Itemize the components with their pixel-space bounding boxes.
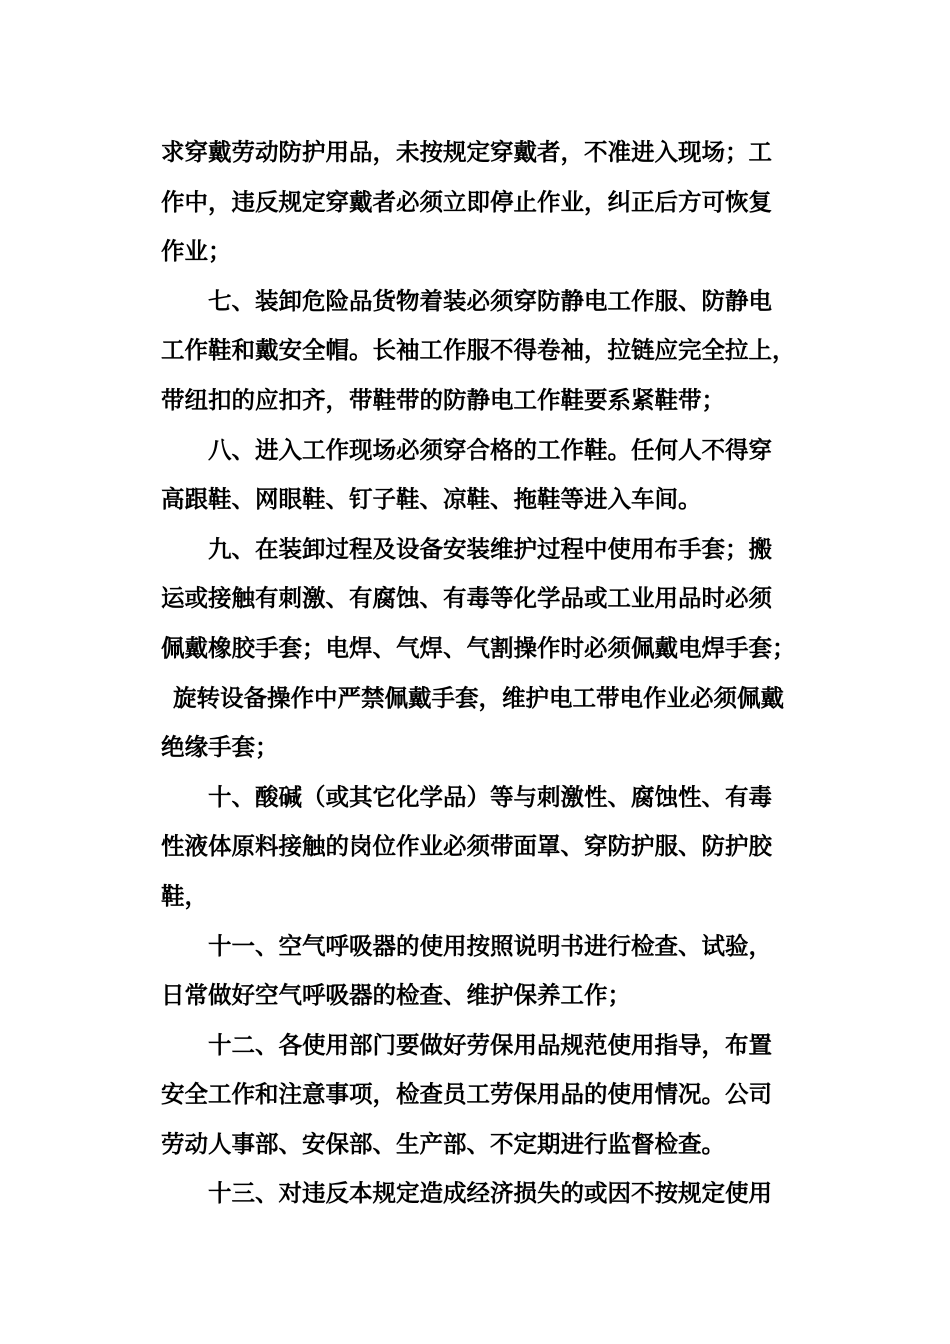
text-line: 性液体原料接触的岗位作业必须带面罩、穿防护服、防护胶 [161,832,772,861]
text-line: 佩戴橡胶手套；电焊、气焊、气割操作时必须佩戴电焊手套； [161,633,796,662]
text-line: 鞋， [161,881,208,910]
text-line: 运或接触有刺激、有腐蚀、有毒等化学品或工业用品时必须 [161,584,772,613]
document-body [161,128,801,1219]
text-line: 日常做好空气呼吸器的检查、维护保养工作； [161,981,631,1010]
paragraph-start-line: 八、进入工作现场必须穿合格的工作鞋。任何人不得穿 [208,435,772,464]
text-line: 劳动人事部、安保部、生产部、不定期进行监督检查。 [161,1129,725,1158]
text-line: 旋转设备操作中严禁佩戴手套，维护电工带电作业必须佩戴 [173,683,784,712]
text-line: 安全工作和注意事项，检查员工劳保用品的使用情况。公司 [161,1080,772,1109]
paragraph-start-line: 九、在装卸过程及设备安装维护过程中使用布手套；搬 [208,534,772,563]
paragraph-start-line: 七、装卸危险品货物着装必须穿防静电工作服、防静电 [208,286,772,315]
paragraph-start-line: 十三、对违反本规定造成经济损失的或因不按规定使用 [208,1179,772,1208]
paragraph-start-line: 十一、空气呼吸器的使用按照说明书进行检查、试验， [208,931,772,960]
text-line: 带纽扣的应扣齐，带鞋带的防静电工作鞋要系紧鞋带； [161,385,725,414]
text-line: 高跟鞋、网眼鞋、钉子鞋、凉鞋、拖鞋等进入车间。 [161,485,702,514]
text-line: 绝缘手套； [161,733,279,762]
text-line: 作中，违反规定穿戴者必须立即停止作业，纠正后方可恢复 [161,187,772,216]
paragraph-start-line: 十、酸碱（或其它化学品）等与刺激性、腐蚀性、有毒 [208,782,772,811]
text-line: 求穿戴劳动防护用品，未按规定穿戴者，不准进入现场；工 [161,138,772,166]
paragraph-start-line: 十二、各使用部门要做好劳保用品规范使用指导，布置 [208,1030,772,1059]
text-line: 作业； [161,237,232,266]
text-line: 工作鞋和戴安全帽。长袖工作服不得卷袖，拉链应完全拉上， [161,336,796,365]
